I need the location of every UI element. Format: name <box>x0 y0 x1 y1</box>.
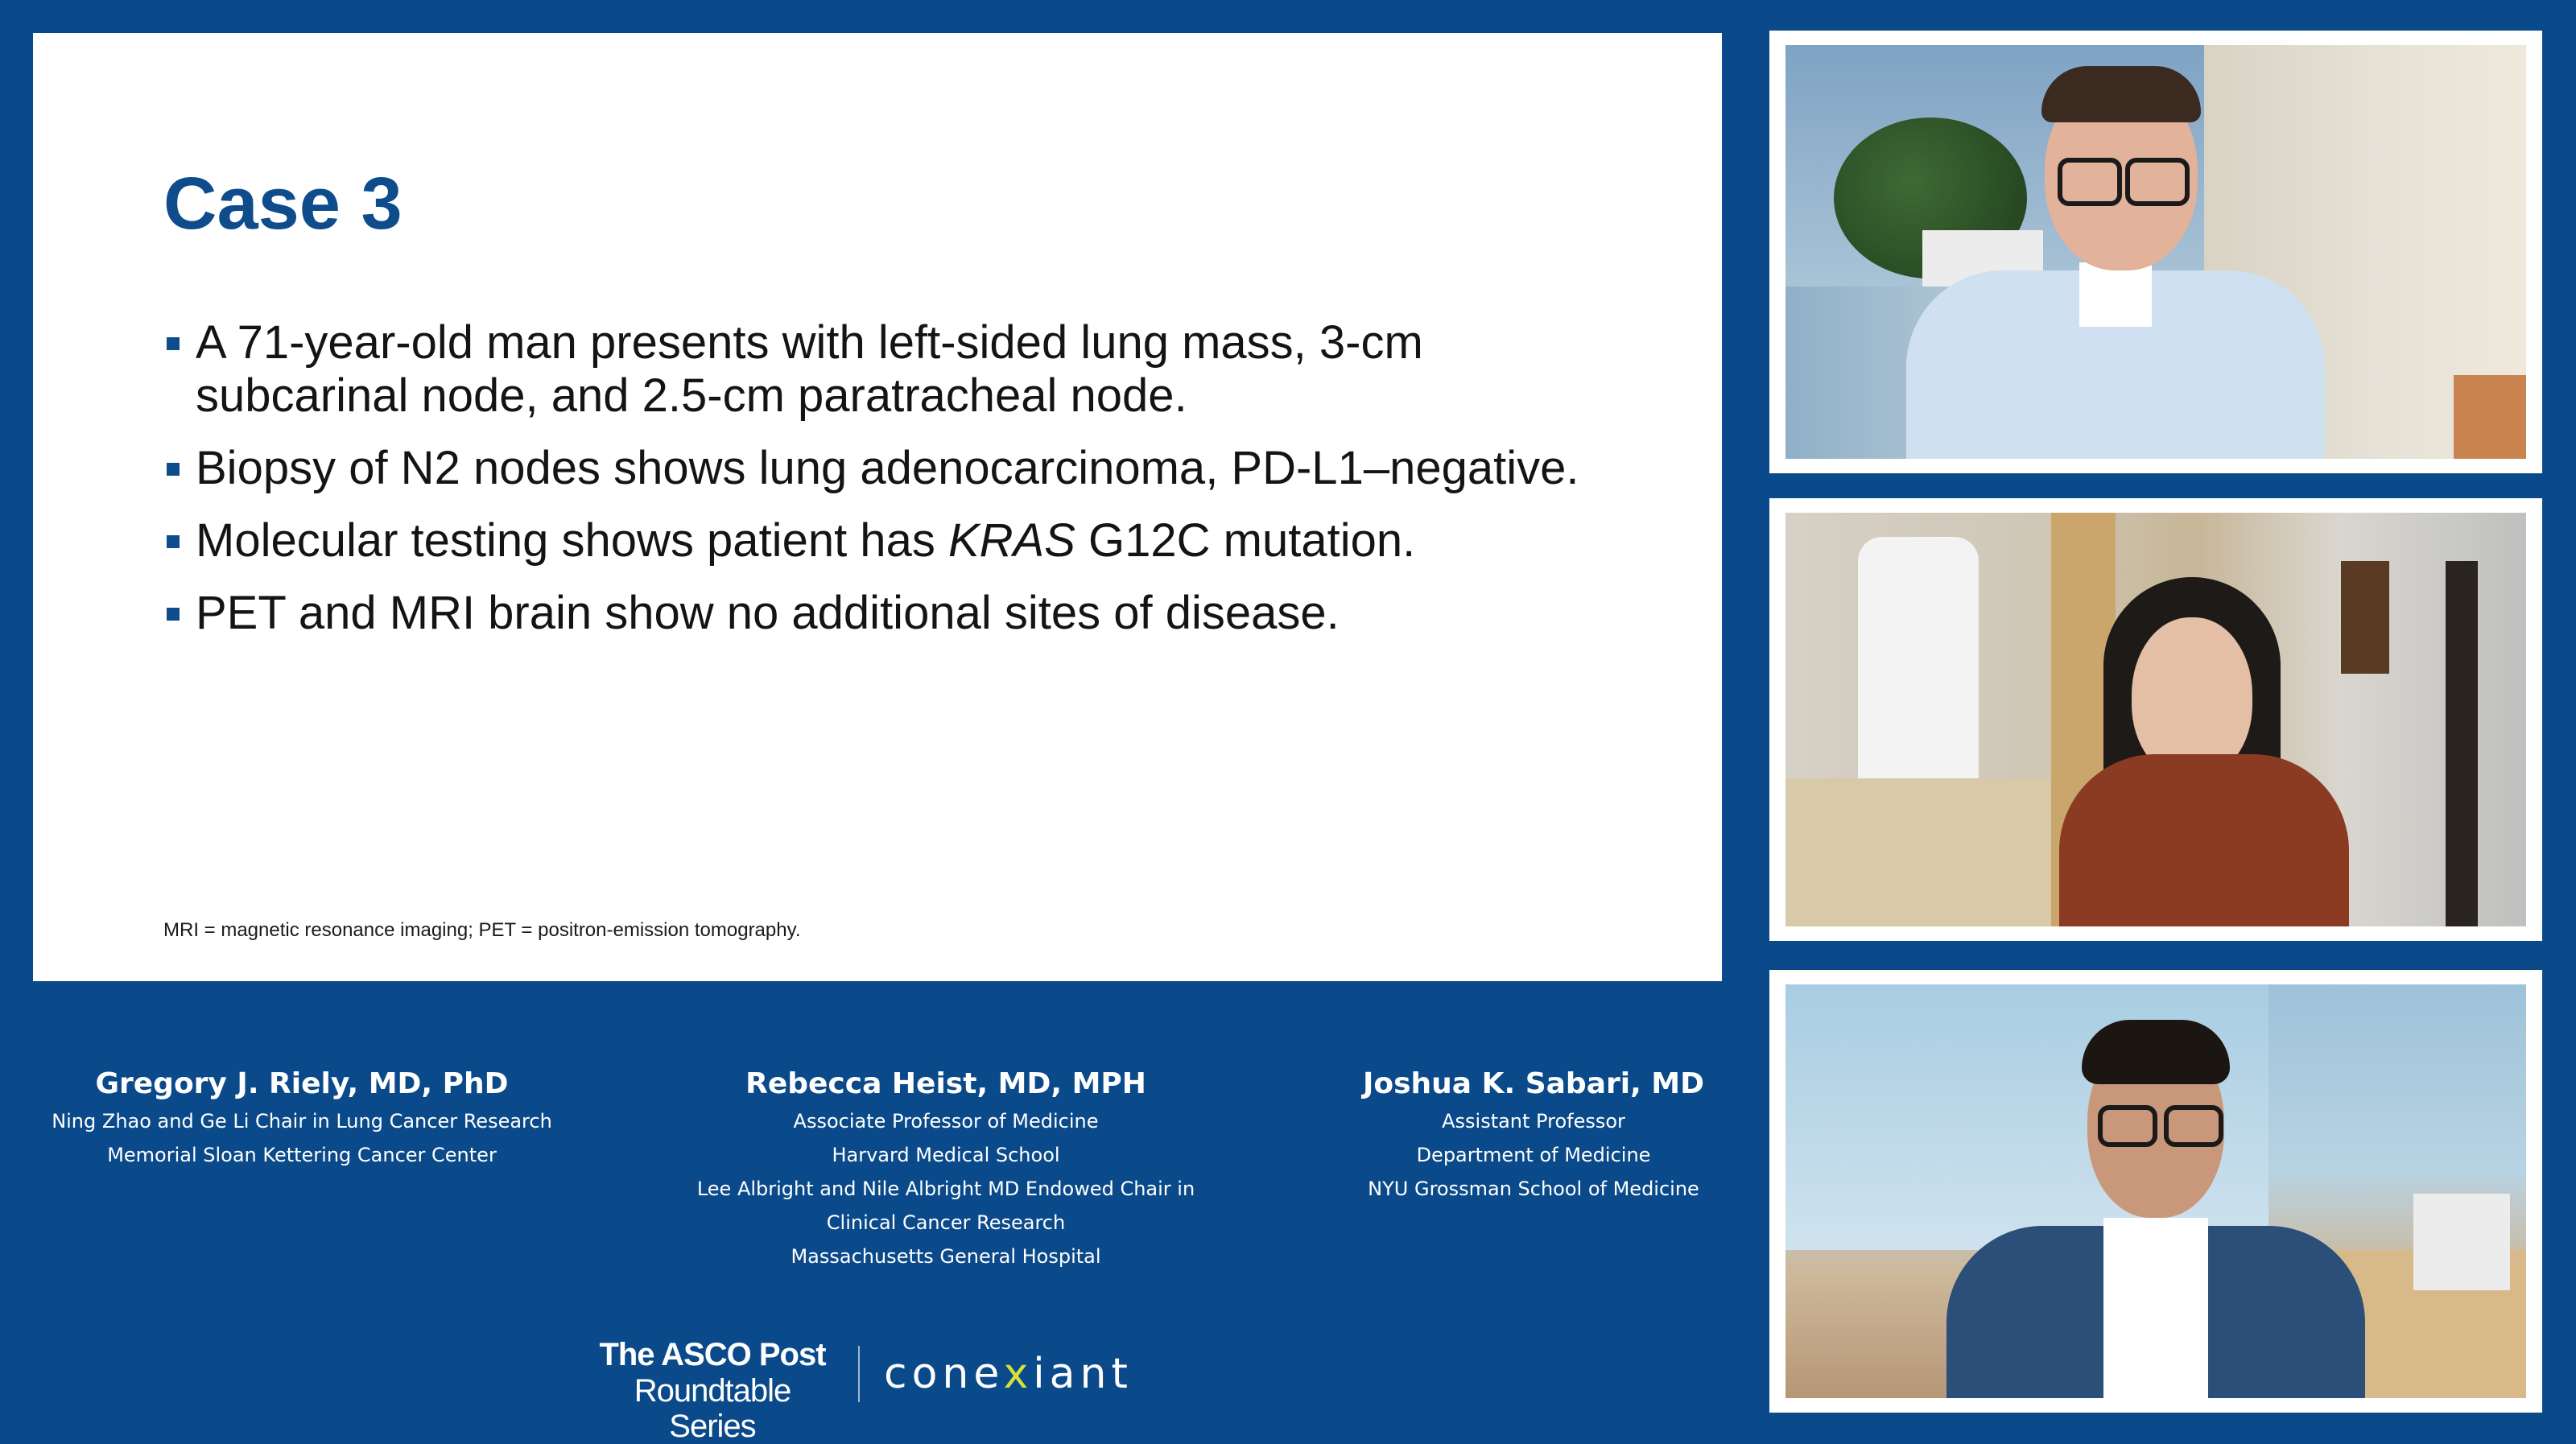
video-feed <box>1785 45 2526 459</box>
glasses-icon <box>2098 1105 2157 1147</box>
presenter-affiliation-line: Department of Medicine <box>1416 1144 1651 1166</box>
participant-video <box>1785 513 2526 926</box>
presenter-affiliation-line: Massachusetts General Hospital <box>791 1245 1101 1268</box>
bullet-square-icon <box>167 337 180 350</box>
bullet-text: Biopsy of N2 nodes shows lung adenocarcinoma, PD-L1–negative. <box>196 442 1579 494</box>
slide-bullet <box>163 316 1629 423</box>
participant-sweater <box>2059 754 2349 926</box>
glasses-icon <box>2125 158 2190 206</box>
presenter-card-riely <box>32 1064 572 1172</box>
conexiant-text-end: iant <box>1033 1350 1133 1398</box>
presenter-affiliation-line: Memorial Sloan Kettering Cancer Center <box>107 1144 497 1166</box>
video-feed <box>1785 513 2526 926</box>
presenter-affiliation-line: Associate Professor of Medicine <box>793 1110 1099 1133</box>
video-tile-presenter-3[interactable] <box>1769 970 2542 1413</box>
slide-title: Case 3 <box>163 163 402 245</box>
glasses-icon <box>2058 158 2122 206</box>
gene-name: KRAS <box>947 514 1075 567</box>
conexiant-logo <box>884 1350 1133 1398</box>
slide-bullet <box>163 442 1629 495</box>
video-tile-presenter-2[interactable] <box>1769 498 2542 941</box>
bullet-text: A 71-year-old man presents with left-sided lung mass, 3-cm subcarinal node, and 2.5-cm paratracheal node. <box>196 316 1423 422</box>
slide-bullet <box>163 514 1629 567</box>
presenter-name: Rebecca Heist, MD, MPH <box>745 1067 1146 1100</box>
slide-bullet-list <box>163 316 1629 659</box>
shirt-collar <box>2103 1218 2208 1398</box>
presenter-name: Joshua K. Sabari, MD <box>1362 1067 1705 1100</box>
bullet-square-icon <box>167 463 180 476</box>
shirt-collar <box>2079 262 2152 327</box>
asco-post-logo <box>588 1336 837 1444</box>
presenter-affiliation-line: Harvard Medical School <box>832 1144 1060 1166</box>
glasses-icon <box>2164 1105 2223 1147</box>
presenter-affiliation-line: NYU Grossman School of Medicine <box>1368 1178 1699 1200</box>
bullet-text: PET and MRI brain show no additional sites of disease. <box>196 587 1340 639</box>
slide-footnote: MRI = magnetic resonance imaging; PET = positron-emission tomography. <box>163 919 801 941</box>
participant-hair <box>2041 66 2201 122</box>
slide-bullet <box>163 587 1629 640</box>
presenter-affiliation-line: Assistant Professor <box>1442 1110 1625 1133</box>
video-tile-presenter-1[interactable] <box>1769 31 2542 473</box>
logo-divider <box>858 1346 860 1402</box>
bullet-text: Molecular testing shows patient has <box>196 514 948 567</box>
asco-post-title: The ASCO Post <box>599 1337 826 1372</box>
video-feed <box>1785 984 2526 1398</box>
presenter-card-heist <box>660 1064 1232 1273</box>
bullet-square-icon <box>167 608 180 621</box>
presenter-name: Gregory J. Riely, MD, PhD <box>95 1067 509 1100</box>
conexiant-accent-letter: x <box>1003 1350 1034 1398</box>
presenter-card-sabari <box>1336 1064 1731 1206</box>
presenter-affiliation-line: Clinical Cancer Research <box>826 1211 1066 1234</box>
participant-hair <box>2082 1020 2230 1084</box>
presentation-slide <box>33 33 1722 981</box>
roundtable-series-label: Roundtable Series <box>634 1373 791 1444</box>
participant-video <box>1785 984 2526 1398</box>
presenter-affiliation-line: Ning Zhao and Ge Li Chair in Lung Cancer Research <box>52 1110 552 1133</box>
conexiant-text-start: cone <box>884 1350 1004 1398</box>
office-desk-corner <box>2454 375 2526 459</box>
bullet-square-icon <box>167 535 180 548</box>
participant-video <box>1785 45 2526 459</box>
presenter-affiliation-line: Lee Albright and Nile Albright MD Endowed Chair in <box>696 1178 1195 1200</box>
bullet-text-continued: G12C mutation. <box>1075 514 1416 567</box>
